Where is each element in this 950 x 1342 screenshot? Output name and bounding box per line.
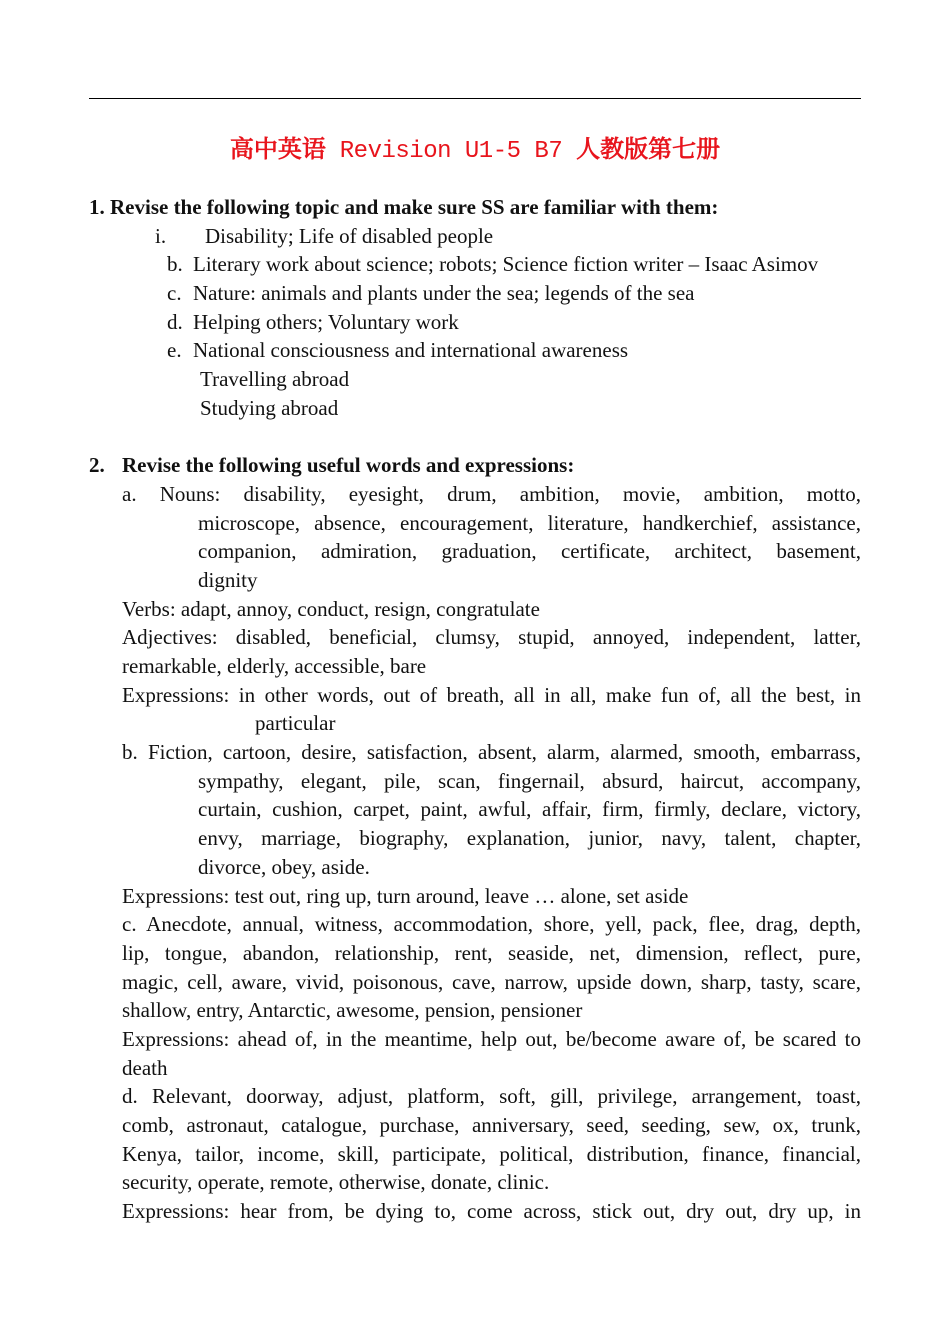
list-marker: b. [167, 252, 183, 277]
text-line [89, 365, 861, 394]
document-title [0, 133, 950, 168]
text-line [89, 423, 861, 452]
text-line: Expressions: ahead of, in the meantime, help out, be/become aware of, be scared to [122, 1026, 861, 1051]
header-rule [89, 98, 861, 99]
text-line: Kenya, tailor, income, skill, participate, political, distribution, finance, financial, [122, 1141, 861, 1166]
line-text: death [122, 1055, 168, 1080]
list-marker: 2. [89, 453, 105, 478]
text-line [89, 996, 861, 1025]
text-line [89, 652, 861, 681]
line-text: Travelling abroad [200, 367, 350, 392]
text-line: microscope, absence, encouragement, literature, handkerchief, assistance, [198, 510, 861, 535]
line-text: 1. Revise the following topic and make sure SS are familiar with them: [89, 195, 719, 219]
title-cjk-prefix: 高中英语 [229, 135, 326, 163]
text-line [89, 1168, 861, 1197]
text-line [89, 1054, 861, 1083]
line-text: security, operate, remote, otherwise, donate, clinic. [122, 1170, 550, 1195]
text-line: Expressions: hear from, be dying to, come across, stick out, dry out, dry up, in [122, 1199, 861, 1224]
text-line: companion, admiration, graduation, certificate, architect, basement, [198, 539, 861, 564]
text-line: lip, tongue, abandon, relationship, rent, seaside, net, dimension, reflect, pure, [122, 940, 861, 965]
list-marker: e. [167, 338, 182, 363]
list-marker: i. [155, 223, 167, 248]
title-cjk-suffix: 人教版第七册 [576, 135, 721, 163]
list-marker: c. [167, 281, 182, 306]
text-line [89, 279, 861, 308]
text-line [89, 250, 861, 279]
line-text: Studying abroad [200, 395, 339, 420]
text-line: sympathy, elegant, pile, scan, fingernail, absurd, haircut, accompany, [198, 768, 861, 793]
text-line [89, 709, 861, 738]
line-text: Helping others; Voluntary work [193, 309, 459, 334]
text-line [89, 394, 861, 423]
text-line: comb, astronaut, catalogue, purchase, anniversary, seed, seeding, sew, ox, trunk, [122, 1113, 861, 1137]
text-line [89, 882, 861, 911]
text-line [89, 451, 861, 480]
text-line [89, 222, 861, 251]
line-text: Revise the following useful words and expressions: [122, 453, 575, 478]
text-line: curtain, cushion, carpet, paint, awful, affair, firm, firmly, declare, victory, [198, 797, 861, 822]
text-line [89, 566, 861, 595]
text-line: c. Anecdote, annual, witness, accommodation, shore, yell, pack, flee, drag, depth, [122, 912, 861, 937]
line-text: dignity [198, 567, 258, 592]
text-line: d. Relevant, doorway, adjust, platform, soft, gill, privilege, arrangement, toast, [122, 1084, 861, 1109]
text-line: Adjectives: disabled, beneficial, clumsy, stupid, annoyed, independent, latter, [122, 625, 861, 650]
line-text: particular [255, 711, 336, 736]
line-text: Disability; Life of disabled people [205, 223, 494, 248]
text-line: envy, marriage, biography, explanation, junior, navy, talent, chapter, [198, 826, 861, 851]
text-line [89, 193, 861, 222]
text-line [89, 853, 861, 882]
line-text: divorce, obey, aside. [198, 854, 370, 879]
line-text: Literary work about science; robots; Science fiction writer – Isaac Asimov [193, 252, 819, 277]
text-line: a. Nouns: disability, eyesight, drum, ambition, movie, ambition, motto, [122, 481, 861, 506]
text-line [89, 595, 861, 624]
text-line [89, 308, 861, 337]
line-text: shallow, entry, Antarctic, awesome, pension, pensioner [122, 998, 583, 1023]
line-text: Verbs: adapt, annoy, conduct, resign, congratulate [122, 596, 540, 621]
text-line: b. Fiction, cartoon, desire, satisfaction, absent, alarm, alarmed, smooth, embarrass, [122, 740, 861, 765]
line-text: National consciousness and international awareness [193, 338, 629, 363]
list-marker: d. [167, 309, 183, 334]
line-text: remarkable, elderly, accessible, bare [122, 654, 427, 678]
line-text: Expressions: test out, ring up, turn around, leave … alone, set aside [122, 883, 689, 908]
title-latin: Revision U1-5 B7 [325, 138, 577, 165]
text-line [89, 336, 861, 365]
text-line: Expressions: in other words, out of breath, all in all, make fun of, all the best, in [122, 682, 861, 707]
line-text: Nature: animals and plants under the sea; legends of the sea [193, 281, 695, 306]
document-body [89, 193, 861, 1226]
text-line: magic, cell, aware, vivid, poisonous, cave, narrow, upside down, sharp, tasty, scare, [122, 969, 861, 994]
